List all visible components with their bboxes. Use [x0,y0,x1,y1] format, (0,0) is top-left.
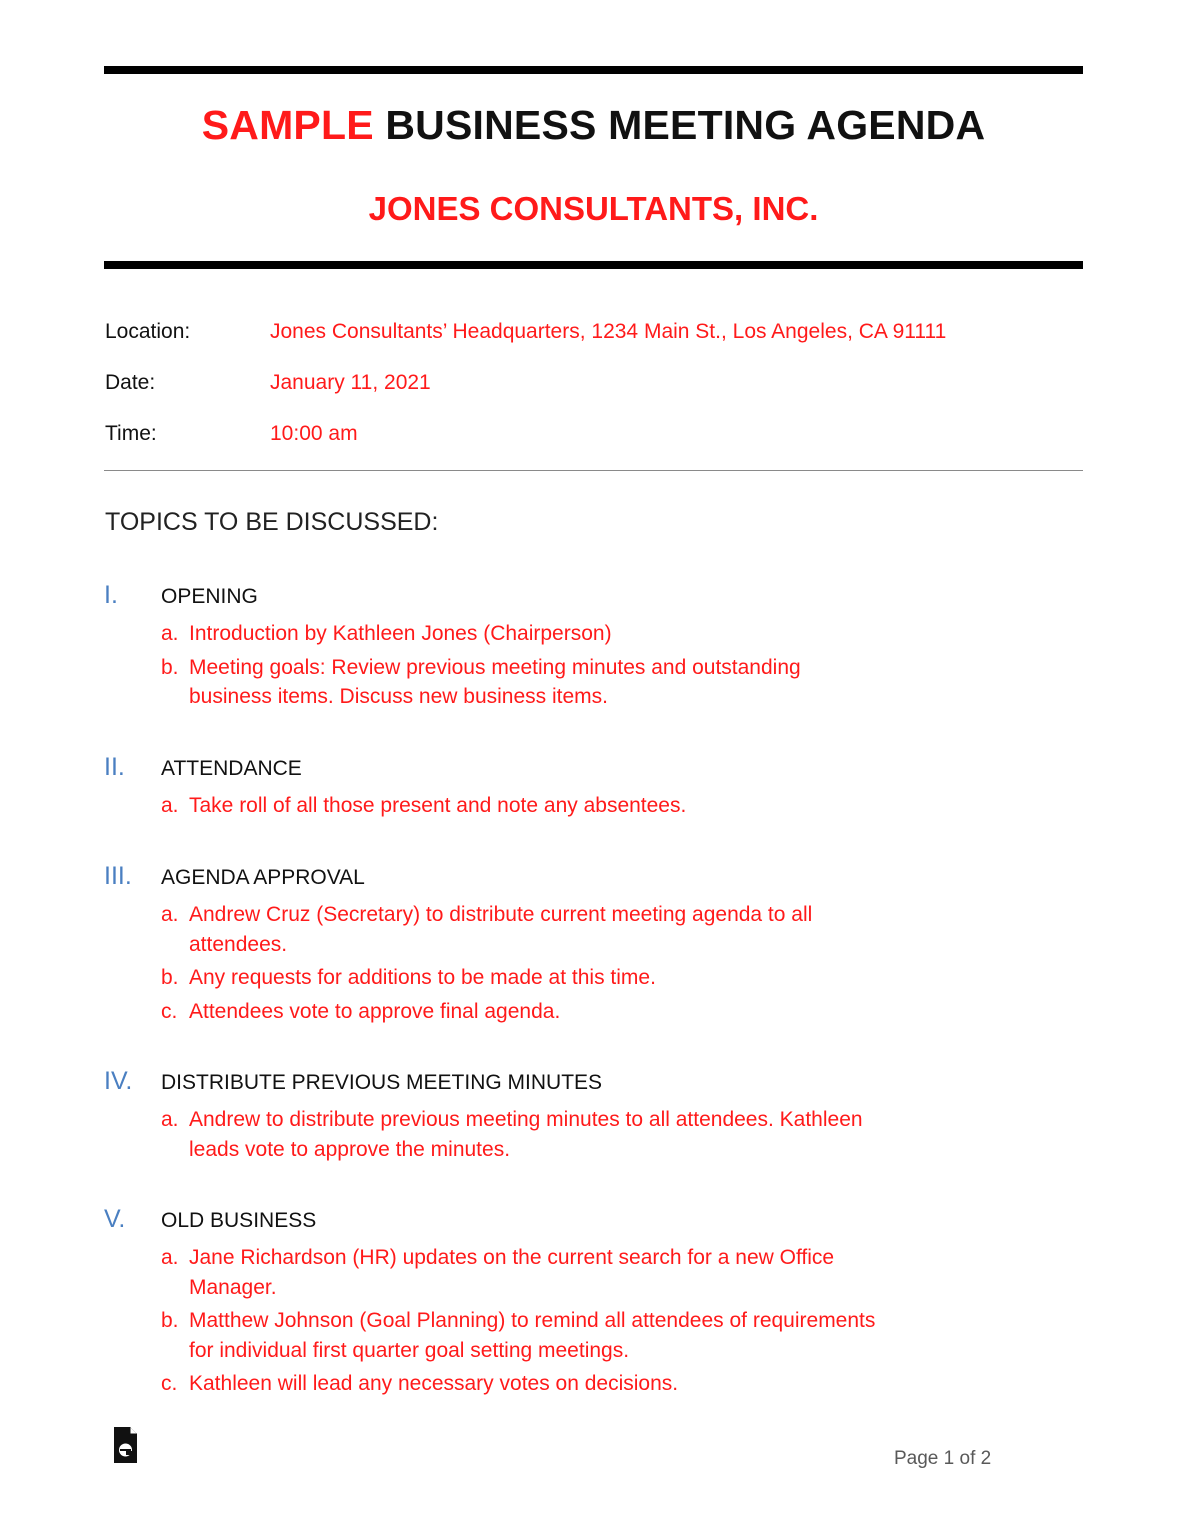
agenda-section-opening [104,581,1004,712]
agenda-item [161,1105,1004,1164]
date-value: January 11, 2021 [270,371,431,394]
agenda-item [161,963,1004,993]
item-text: Any requests for additions to be made at this time. [189,966,656,989]
item-letter: b. [161,966,179,989]
item-letter: b. [161,655,179,679]
item-letter: a. [161,1246,179,1269]
section-numeral: I. [104,581,118,609]
eforms-logo-icon [112,1425,139,1465]
section-title: DISTRIBUTE PREVIOUS MEETING MINUTES [161,1071,603,1094]
item-letter: a. [161,1108,179,1131]
agenda-item [161,1369,1004,1399]
section-title: OLD BUSINESS [161,1209,317,1232]
section-numeral: III. [104,862,132,890]
details-divider [104,470,1083,471]
page-number: Page 1 of 2 [894,1448,992,1469]
section-numeral: IV. [104,1067,133,1095]
agenda-section-old-business [104,1205,1004,1399]
section-title: OPENING [161,585,258,608]
agenda-item [161,1243,1004,1302]
agenda-item [161,900,1004,959]
agenda-section-attendance [104,753,1004,821]
document-title [0,102,1187,149]
section-title: AGENDA APPROVAL [161,866,365,889]
item-letter: a. [161,794,179,817]
agenda-item [161,791,1004,821]
title-main-text: BUSINESS MEETING AGENDA [373,102,986,148]
section-header [104,1067,1004,1101]
location-label: Location: [105,320,191,343]
section-header [104,1205,1004,1239]
agenda-section-agenda-approval [104,862,1004,1026]
item-letter: a. [161,903,179,926]
agenda-item [161,619,1004,649]
agenda-item [161,1306,1004,1365]
section-header [104,753,1004,787]
item-text: Meeting goals: Review previous meeting minutes and outstanding business items. Discuss new business items. [189,655,801,708]
time-label: Time: [105,422,157,445]
header-bottom-divider [104,261,1083,269]
time-value: 10:00 am [270,422,358,445]
item-letter: a. [161,622,179,645]
section-title: ATTENDANCE [161,757,302,780]
item-text: Kathleen will lead any necessary votes on decisions. [189,1372,679,1395]
topics-heading: TOPICS TO BE DISCUSSED: [105,508,439,536]
item-text: Andrew Cruz (Secretary) to distribute current meeting agenda to all attendees. [189,903,813,956]
item-text: Andrew to distribute previous meeting minutes to all attendees. Kathleen leads vote to approve the minutes. [189,1108,863,1161]
item-text: Introduction by Kathleen Jones (Chairperson) [189,622,612,645]
item-letter: c. [161,1372,178,1395]
section-numeral: II. [104,753,125,781]
item-text: Jane Richardson (HR) updates on the current search for a new Office Manager. [189,1246,835,1299]
section-numeral: V. [104,1205,126,1233]
section-header [104,581,1004,615]
date-label: Date: [105,371,156,394]
item-letter: c. [161,999,178,1023]
title-sample-word: SAMPLE [201,102,374,148]
location-value: Jones Consultants’ Headquarters, 1234 Main St., Los Angeles, CA 91111 [270,320,947,343]
item-text: Take roll of all those present and note any absentees. [189,794,687,817]
item-text: Matthew Johnson (Goal Planning) to remind all attendees of requirements for individual first quarter goal setting meetings. [189,1309,876,1362]
agenda-section-previous-minutes [104,1067,1004,1164]
section-header [104,862,1004,896]
agenda-item [161,997,1004,1027]
item-text: Attendees vote to approve final agenda. [189,999,561,1023]
company-name: JONES CONSULTANTS, INC. [368,190,819,227]
item-letter: b. [161,1309,179,1332]
top-divider [104,66,1083,74]
agenda-item [161,653,1004,712]
